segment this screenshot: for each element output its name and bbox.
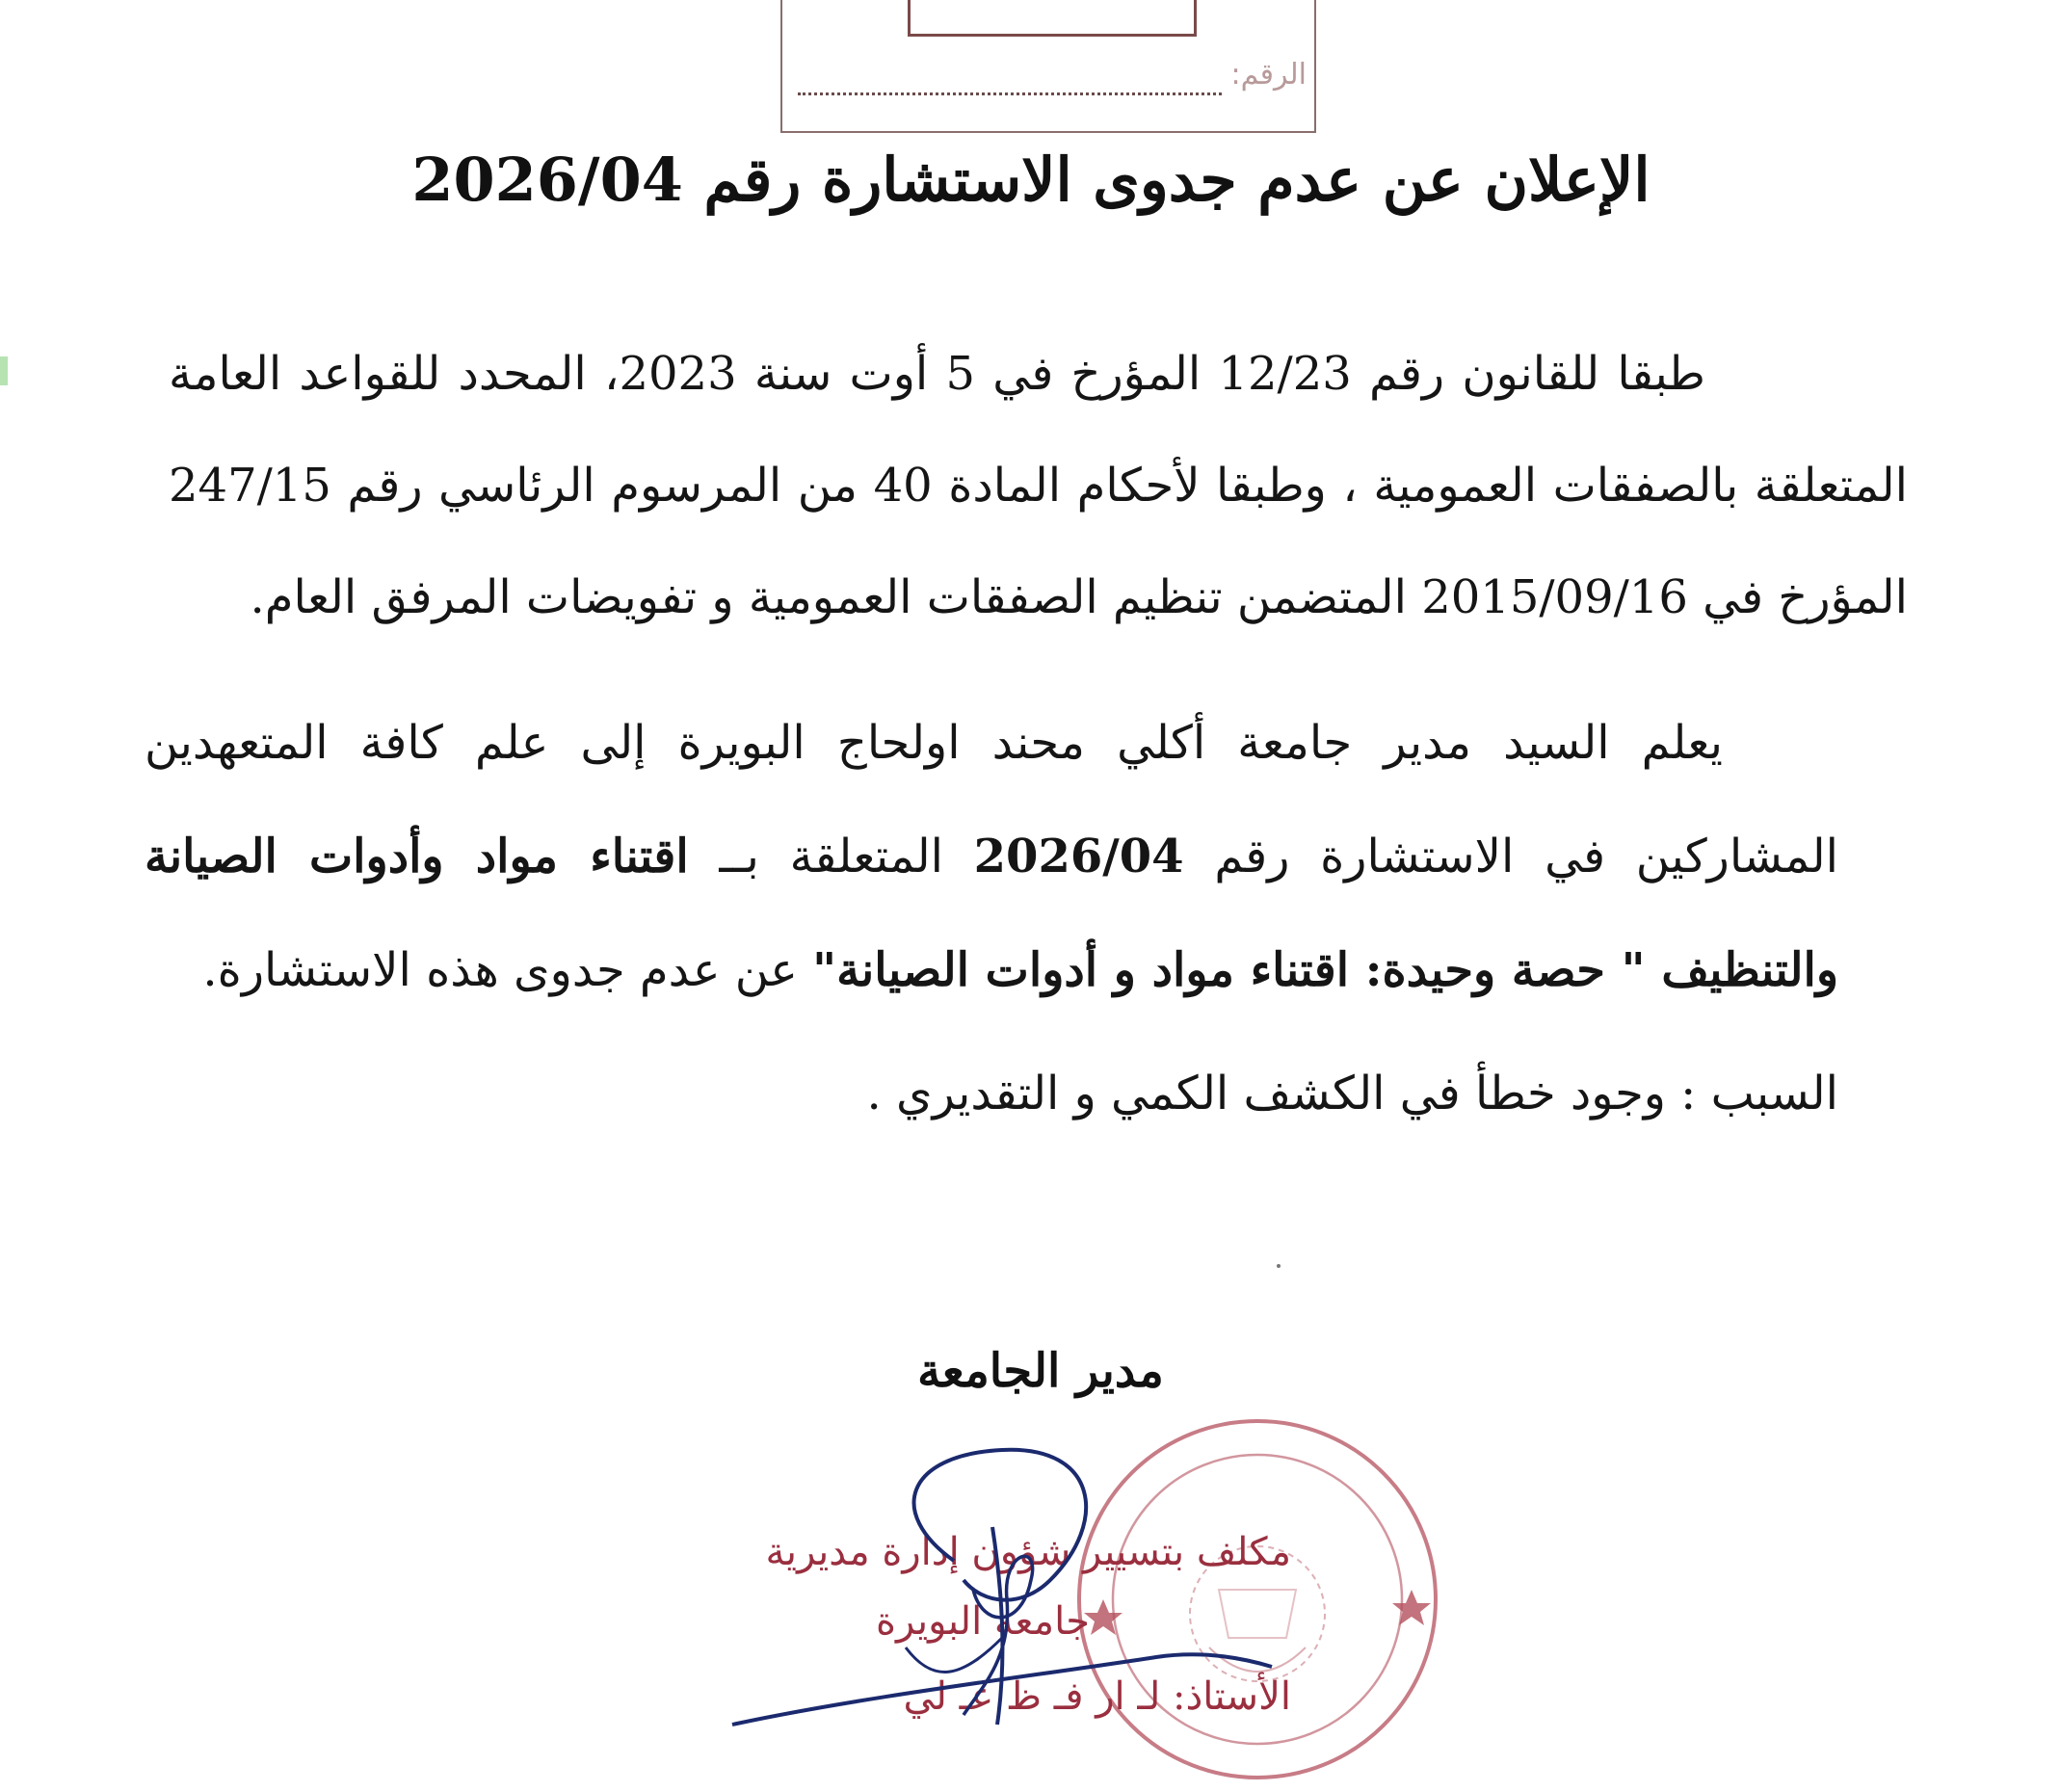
- announcement-conclusion: عن عدم جدوى هذه الاستشارة.: [202, 943, 813, 997]
- announcement-intro: يعلم السيد مدير جامعة أكلي محند اولحاج البويرة إلى علم كافة المتعهدين المشاركين في الاستشارة رقم: [145, 716, 1838, 883]
- announcement-relation: المتعلقة بــ: [688, 830, 974, 883]
- scan-edge-mark: [0, 356, 8, 385]
- director-title: مدير الجامعة: [917, 1344, 1164, 1398]
- stamp-name-line: الأستاذ: لـ ار فـ ظ عـ لي: [903, 1674, 1291, 1719]
- stamp-title-line: مكلف بتسيير شؤون إدارة مديرية: [765, 1530, 1291, 1574]
- registration-inner-box: [908, 0, 1197, 37]
- consultation-number: 2026/04: [973, 830, 1184, 883]
- registration-box: [780, 0, 1316, 133]
- handwritten-signature: [617, 1436, 1291, 1753]
- consultation-subject: اقتناء مواد وأدوات الصيانة والتنظيف " حصة وحيدة: اقتناء مواد و أدوات الصيانة": [145, 830, 1838, 997]
- stamp-university-line: جامعة البويرة: [876, 1599, 1090, 1644]
- ink-dot: [1277, 1264, 1281, 1268]
- announcement-paragraph: [145, 686, 1838, 1027]
- page-title: الإعلان عن عدم جدوى الاستشارة رقم 2026/04: [411, 145, 1651, 215]
- legal-basis-paragraph: طبقا للقانون رقم 12/23 المؤرخ في 5 أوت سنة 2023، المحدد للقواعد العامة المتعلقة بالصفقات العمومية ، وطبقا لأحكام المادة 40 من المرسوم الرئاسي رقم 247/15 المؤرخ في 2015/09/16 المتضمن تنظيم الصفقات العمومية و تفويضات المرفق العام.: [169, 347, 1908, 624]
- registration-number-label: الرقم:: [1230, 58, 1307, 92]
- registration-number-line: [798, 54, 1222, 95]
- reason-line: السبب : وجود خطأ في الكشف الكمي و التقديري .: [866, 1067, 1838, 1120]
